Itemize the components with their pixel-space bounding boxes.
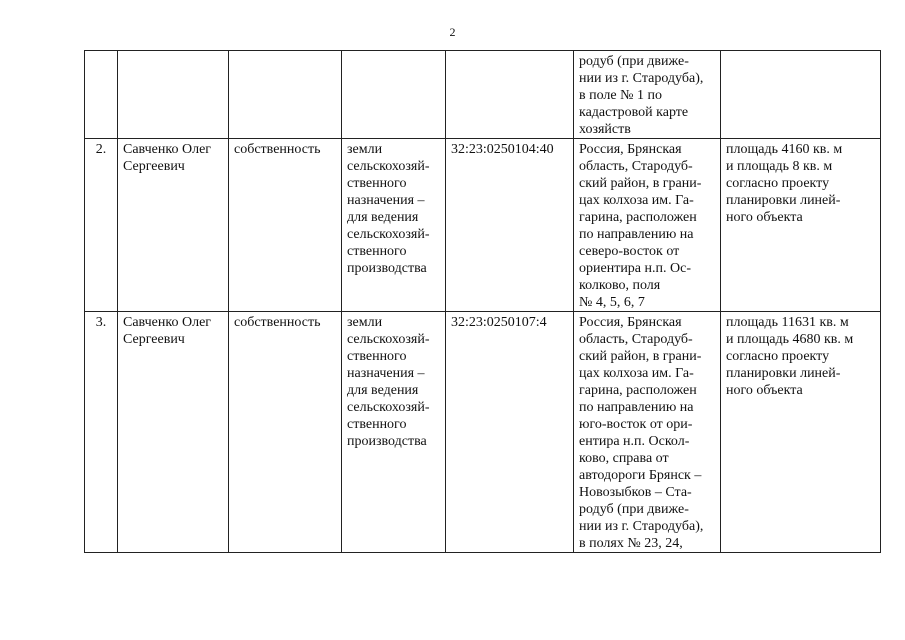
cadastral-number-cell: 32:23:0250107:4	[446, 312, 574, 553]
cadastral-number-cell: 32:23:0250104:40	[446, 139, 574, 312]
row-number-cell: 2.	[85, 139, 118, 312]
right-type-cell: собственность	[229, 139, 342, 312]
land-category-cell: земли сельскохозяй- ственного назначения – для ведения сельскохозяй- ственного производства	[342, 139, 446, 312]
owner-cell	[118, 51, 229, 139]
notes-cell	[721, 51, 881, 139]
cadastral-number-cell	[446, 51, 574, 139]
owner-cell: Савченко Олег Сергеевич	[118, 312, 229, 553]
row-number-cell	[85, 51, 118, 139]
page-number: 2	[449, 25, 456, 39]
land-category-cell	[342, 51, 446, 139]
owner-cell: Савченко Олег Сергеевич	[118, 139, 229, 312]
land-plots-table	[84, 50, 881, 553]
notes-cell: площадь 4160 кв. м и площадь 8 кв. м согласно проекту планировки линей- ного объекта	[721, 139, 881, 312]
land-category-cell: земли сельскохозяй- ственного назначения – для ведения сельскохозяй- ственного производства	[342, 312, 446, 553]
notes-cell: площадь 11631 кв. м и площадь 4680 кв. м согласно проекту планировки линей- ного объекта	[721, 312, 881, 553]
table-row	[85, 139, 881, 312]
location-cell: Россия, Брянская область, Стародуб- ский район, в грани- цах колхоза им. Га- гарина, расположен по направлению на северо-восток от ориентира н.п. Ос- колково, поля № 4, 5, 6, 7	[574, 139, 721, 312]
right-type-cell	[229, 51, 342, 139]
right-type-cell: собственность	[229, 312, 342, 553]
location-cell: родуб (при движе- нии из г. Стародуба), в поле № 1 по кадастровой карте хозяйств	[574, 51, 721, 139]
location-cell: Россия, Брянская область, Стародуб- ский район, в грани- цах колхоза им. Га- гарина, расположен по направлению на юго-восток от ори- ентира н.п. Оскол- ково, справа от автодороги Брянск – Новозыбков – Ста- родуб (при движе- нии из г. Стародуба), в полях № 23, 24,	[574, 312, 721, 553]
table-row	[85, 51, 881, 139]
table-row	[85, 312, 881, 553]
row-number-cell: 3.	[85, 312, 118, 553]
